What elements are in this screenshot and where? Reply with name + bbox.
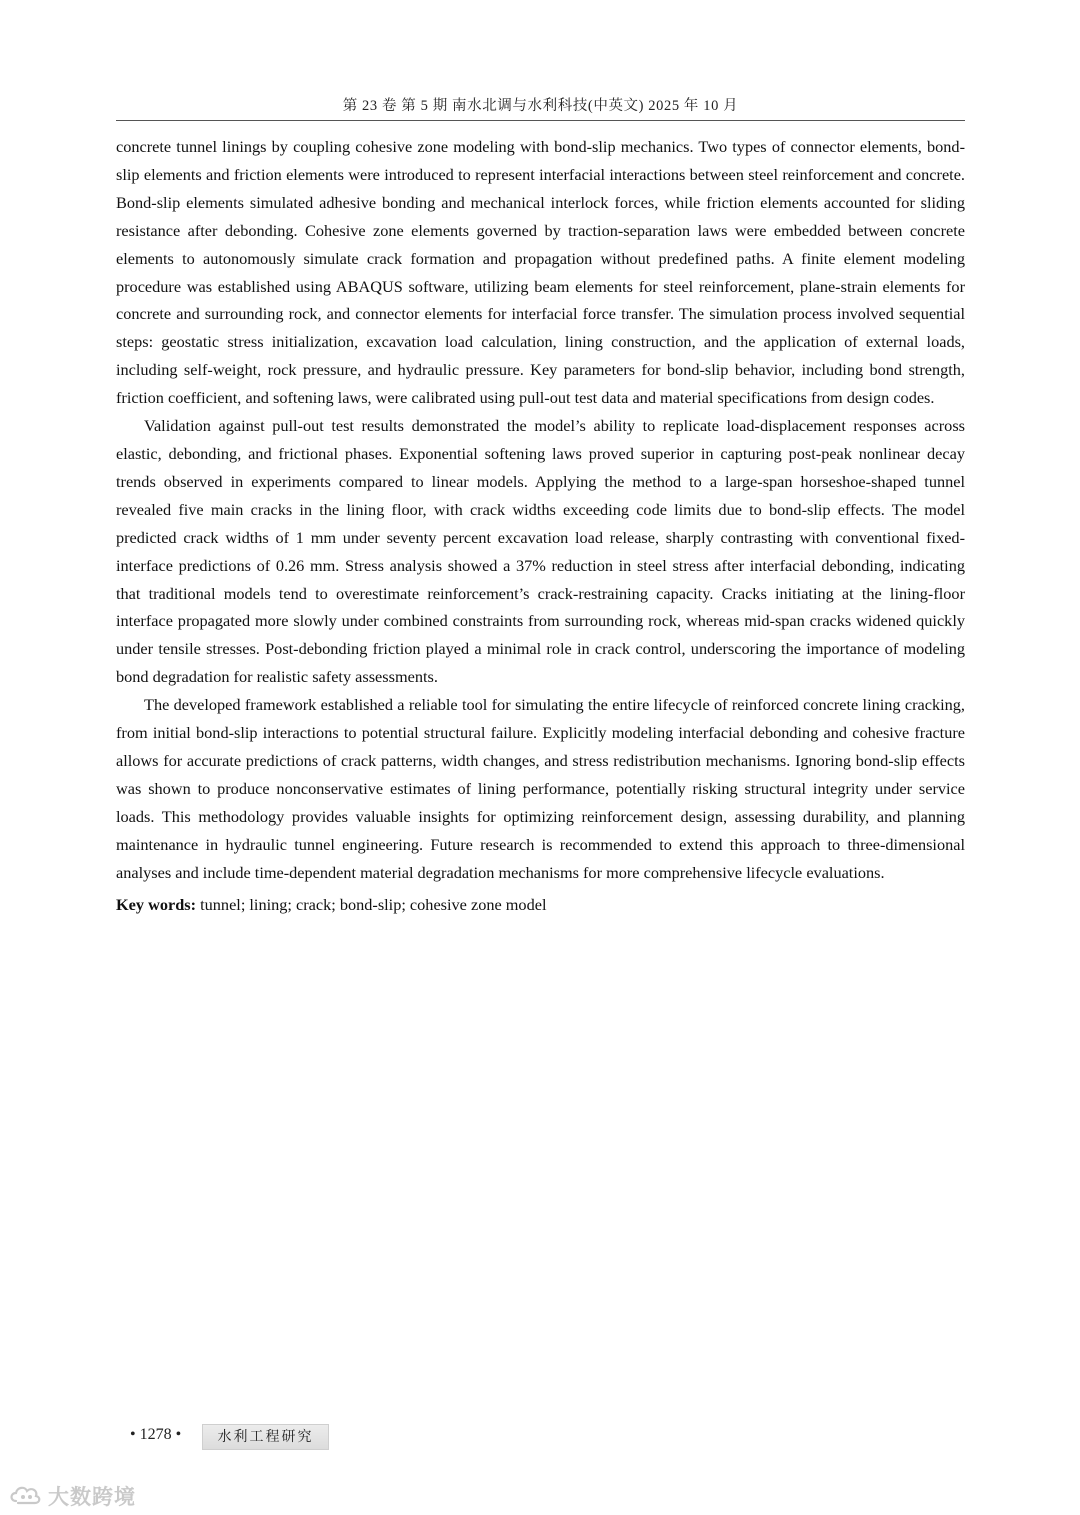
journal-name-badge: 水利工程研究 <box>202 1424 329 1450</box>
keywords-label: Key words: <box>116 895 197 915</box>
keywords-text: tunnel; lining; crack; bond-slip; cohesive zone model <box>200 895 547 915</box>
paragraph-methods: concrete tunnel linings by coupling cohesive zone modeling with bond-slip mechanics. Two types of connector elements, bond-slip elements and friction elements were introduced to represent interfacial interactions between steel reinforcement and concrete. Bond-slip elements simulated adhesive bonding and mechanical interlock forces, while friction elements accounted for sliding resistance after debonding. Cohesive zone elements governed by traction-separation laws were embedded between concrete elements to autonomously simulate crack formation and propagation without predefined paths. A finite element modeling procedure was established using ABAQUS software, utilizing beam elements for steel reinforcement, plane-strain elements for concrete and surrounding rock, and connector elements for interfacial force transfer. The simulation process involved sequential steps: geostatic stress initialization, excavation load calculation, lining construction, and the application of external loads, including self-weight, rock pressure, and hydraulic pressure. Key parameters for bond-slip behavior, including bond strength, friction coefficient, and softening laws, were calibrated using pull-out test data and material specifications from design codes. <box>116 137 965 408</box>
header-divider <box>116 120 965 121</box>
page-number: • 1278 • <box>130 1426 182 1443</box>
watermark <box>8 1481 136 1511</box>
abstract-body <box>116 133 965 919</box>
cloud-logo-icon <box>8 1482 44 1511</box>
watermark-text: 大数跨境 <box>48 1485 136 1509</box>
paragraph-conclusions: The developed framework established a reliable tool for simulating the entire lifecycle of reinforced concrete lining cracking, from initial bond-slip interactions to potential structural failure. Explicitly modeling interfacial debonding and cohesive fracture allows for accurate predictions of crack patterns, width changes, and stress redistribution mechanisms. Ignoring bond-slip effects was shown to produce nonconservative estimates of lining performance, potentially risking structural integrity under service loads. This methodology provides valuable insights for optimizing reinforcement design, assessing durability, and planning maintenance in hydraulic tunnel engineering. Future research is recommended to extend this approach to three-dimensional analyses and include time-dependent material degradation mechanisms for more comprehensive lifecycle evaluations. <box>116 695 965 882</box>
keywords-line <box>116 891 965 919</box>
paragraph-results: Validation against pull-out test results demonstrated the model’s ability to replicate load-displacement responses across elastic, debonding, and frictional phases. Exponential softening laws proved superior in capturing post-peak nonlinear decay trends observed in experiments compared to linear models. Applying the method to a large-span horseshoe-shaped tunnel revealed five main cracks in the lining floor, with crack widths exceeding code limits due to bond-slip effects. The model predicted crack widths of 1 mm under seventy percent excavation load release, sharply contrasting with conventional fixed-interface predictions of 0.26 mm. Stress analysis showed a 37% reduction in steel stress after interfacial debonding, indicating that traditional models tend to overestimate reinforcement’s crack-restraining capacity. Cracks initiating at the lining-floor interface propagated more slowly under combined constraints from surrounding rock, whereas mid-span cracks widened quickly under tensile stresses. Post-debonding friction played a minimal role in crack control, underscoring the importance of modeling bond degradation for realistic safety assessments. <box>116 416 965 687</box>
running-header: 第 23 卷 第 5 期 南水北调与水利科技(中英文) 2025 年 10 月 <box>342 98 739 114</box>
